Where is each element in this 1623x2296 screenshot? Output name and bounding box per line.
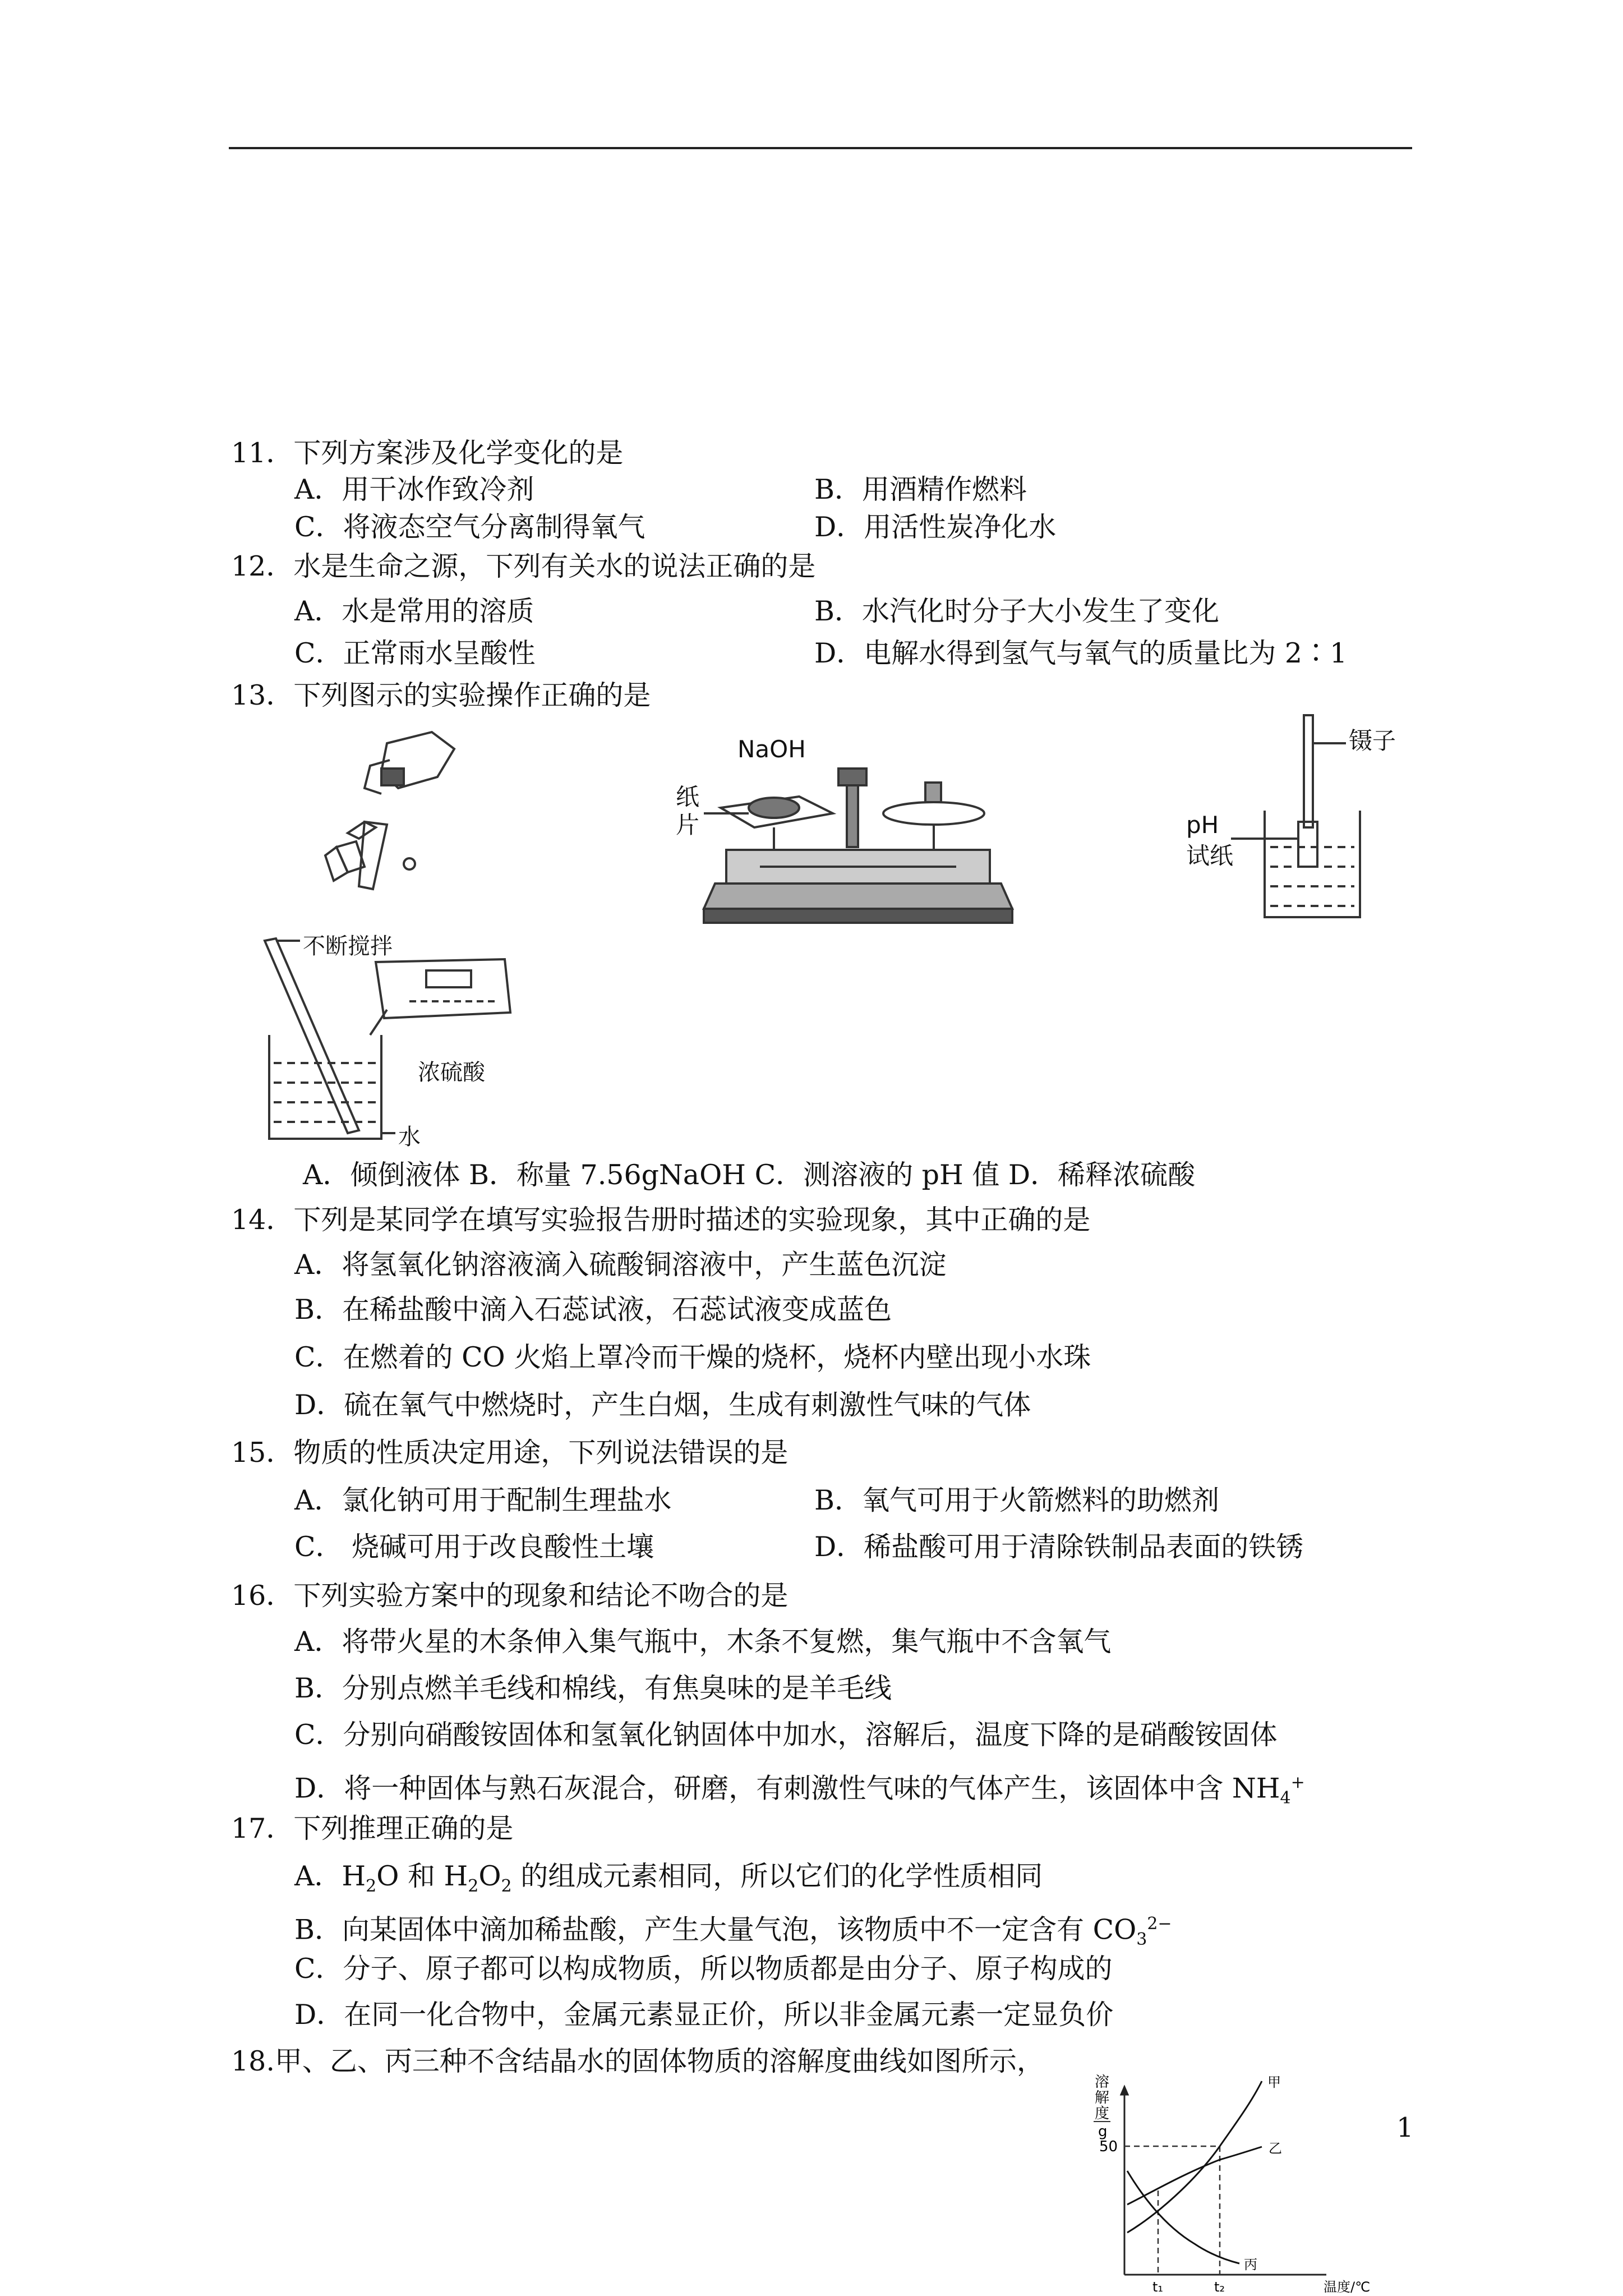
question-13-stem: 13．下列图示的实验操作正确的是 [231,679,651,711]
solubility-figure [1094,2070,1385,2294]
y-label-char-4: g [1098,2123,1108,2140]
curve-yi [1127,2147,1262,2205]
q14-option-c: C．在燃着的 CO 火焰上罩冷而干燥的烧杯，烧杯内壁出现小水珠 [294,1341,1091,1373]
q12-option-d: D．电解水得到氢气与氧气的质量比为 2∶1 [814,637,1348,669]
q12-option-c: C．正常雨水呈酸性 [294,637,536,669]
q17-option-b: B．向某固体中滴加稀盐酸，产生大量气泡，该物质中不一定含有 $CO_3^{2-}$ [294,1913,1172,1950]
q11-option-b: B．用酒精作燃料 [814,473,1027,505]
curve-jia [1127,2081,1262,2233]
ph-label-2: 试纸 [1186,842,1234,869]
question-12-stem: 12．水是生命之源，下列有关水的说法正确的是 [231,550,816,582]
q17-option-c: C．分子、原子都可以构成物质，所以物质都是由分子、原子构成的 [294,1953,1113,1985]
question-15-stem: 15．物质的性质决定用途，下列说法错误的是 [231,1437,789,1469]
y-tick-50: 50 [1099,2138,1118,2155]
ph-label-1: pH [1186,811,1219,839]
balance-chem-label: NaOH [737,735,806,763]
question-14-stem: 14．下列是某同学在填写实验报告册时描述的实验现象，其中正确的是 [231,1204,1091,1236]
header-rule [229,147,1412,149]
q15-option-c: C． 烧碱可用于改良酸性土壤 [294,1531,654,1563]
q11-option-a: A．用干冰作致冷剂 [294,473,534,505]
water-label: 水 [398,1124,421,1150]
question-16-stem: 16．下列实验方案中的现象和结论不吻合的是 [231,1580,789,1612]
q14-option-b: B．在稀盐酸中滴入石蕊试液，石蕊试液变成蓝色 [294,1294,892,1326]
question-17-stem: 17．下列推理正确的是 [231,1812,514,1844]
x-tick-t1: t₁ [1152,2279,1164,2294]
figure-pour-liquid [303,726,471,906]
q16-option-c: C．分别向硝酸铵固体和氢氧化钠固体中加水，溶解后，温度下降的是硝酸铵固体 [294,1719,1278,1751]
q13-options: A．倾倒液体 B．称量 7.56gNaOH C．测溶液的 pH 值 D．稀释浓硫酸 [303,1159,1196,1191]
q12-option-b: B．水汽化时分子大小发生了变化 [814,595,1220,627]
x-tick-t2: t₂ [1214,2279,1225,2294]
y-label-char-2: 解 [1095,2090,1110,2106]
q14-option-d: D．硫在氧气中燃烧时，产生白烟，生成有刺激性气味的气体 [294,1389,1031,1421]
q14-option-a: A．将氢氧化钠溶液滴入硫酸铜溶液中，产生蓝色沉淀 [294,1249,947,1281]
figure-ph-test [1186,710,1422,934]
series-label-bing: 丙 [1244,2257,1257,2272]
paper-label-1: 纸 [676,783,700,811]
q15-option-b: B．氧气可用于火箭燃料的助燃剂 [814,1484,1220,1516]
paper-label-2: 片 [676,811,700,839]
series-label-yi: 乙 [1269,2141,1282,2156]
q11-option-d: D．用活性炭净化水 [814,511,1057,543]
q16-option-a: A．将带火星的木条伸入集气瓶中，木条不复燃，集气瓶中不含氧气 [294,1626,1112,1658]
curve-bing [1127,2171,1239,2263]
question-11-stem: 11．下列方案涉及化学变化的是 [231,437,624,469]
q17-option-a: A．$H_2O$ 和 $H_2O_2$ 的组成元素相同，所以它们的化学性质相同 [294,1860,1043,1896]
x-axis-label: 温度/℃ [1324,2279,1371,2294]
q12-option-a: A．水是常用的溶质 [294,595,534,627]
page-number: 1 [1396,2112,1414,2143]
q11-option-c: C．将液态空气分离制得氧气 [294,511,645,543]
q15-option-d: D．稀盐酸可用于清除铁制品表面的铁锈 [814,1531,1304,1563]
tweezer-label: 镊子 [1349,727,1396,754]
q15-option-a: A．氯化钠可用于配制生理盐水 [294,1484,672,1516]
question-18-stem: 18.甲、乙、丙三种不含结晶水的固体物质的溶解度曲线如图所示， [231,2045,1044,2077]
q16-option-d: D．将一种固体与熟石灰混合，研磨，有刺激性气味的气体产生，该固体中含 $NH_4^+$ [294,1772,1305,1809]
figure-balance [665,729,1057,942]
series-label-jia: 甲 [1267,2074,1281,2090]
y-label-char-3: 度 [1095,2105,1110,2122]
figure-dilute-acid [258,928,572,1153]
stir-label: 不断搅拌 [303,933,393,959]
y-axis-arrow [1121,2087,1128,2095]
q17-option-d: D．在同一化合物中，金属元素显正价，所以非金属元素一定显负价 [294,1999,1114,2031]
acid-label: 浓硫酸 [418,1060,485,1085]
q16-option-b: B．分别点燃羊毛线和棉线，有焦臭味的是羊毛线 [294,1672,892,1704]
y-label-char-1: 溶 [1095,2074,1110,2091]
